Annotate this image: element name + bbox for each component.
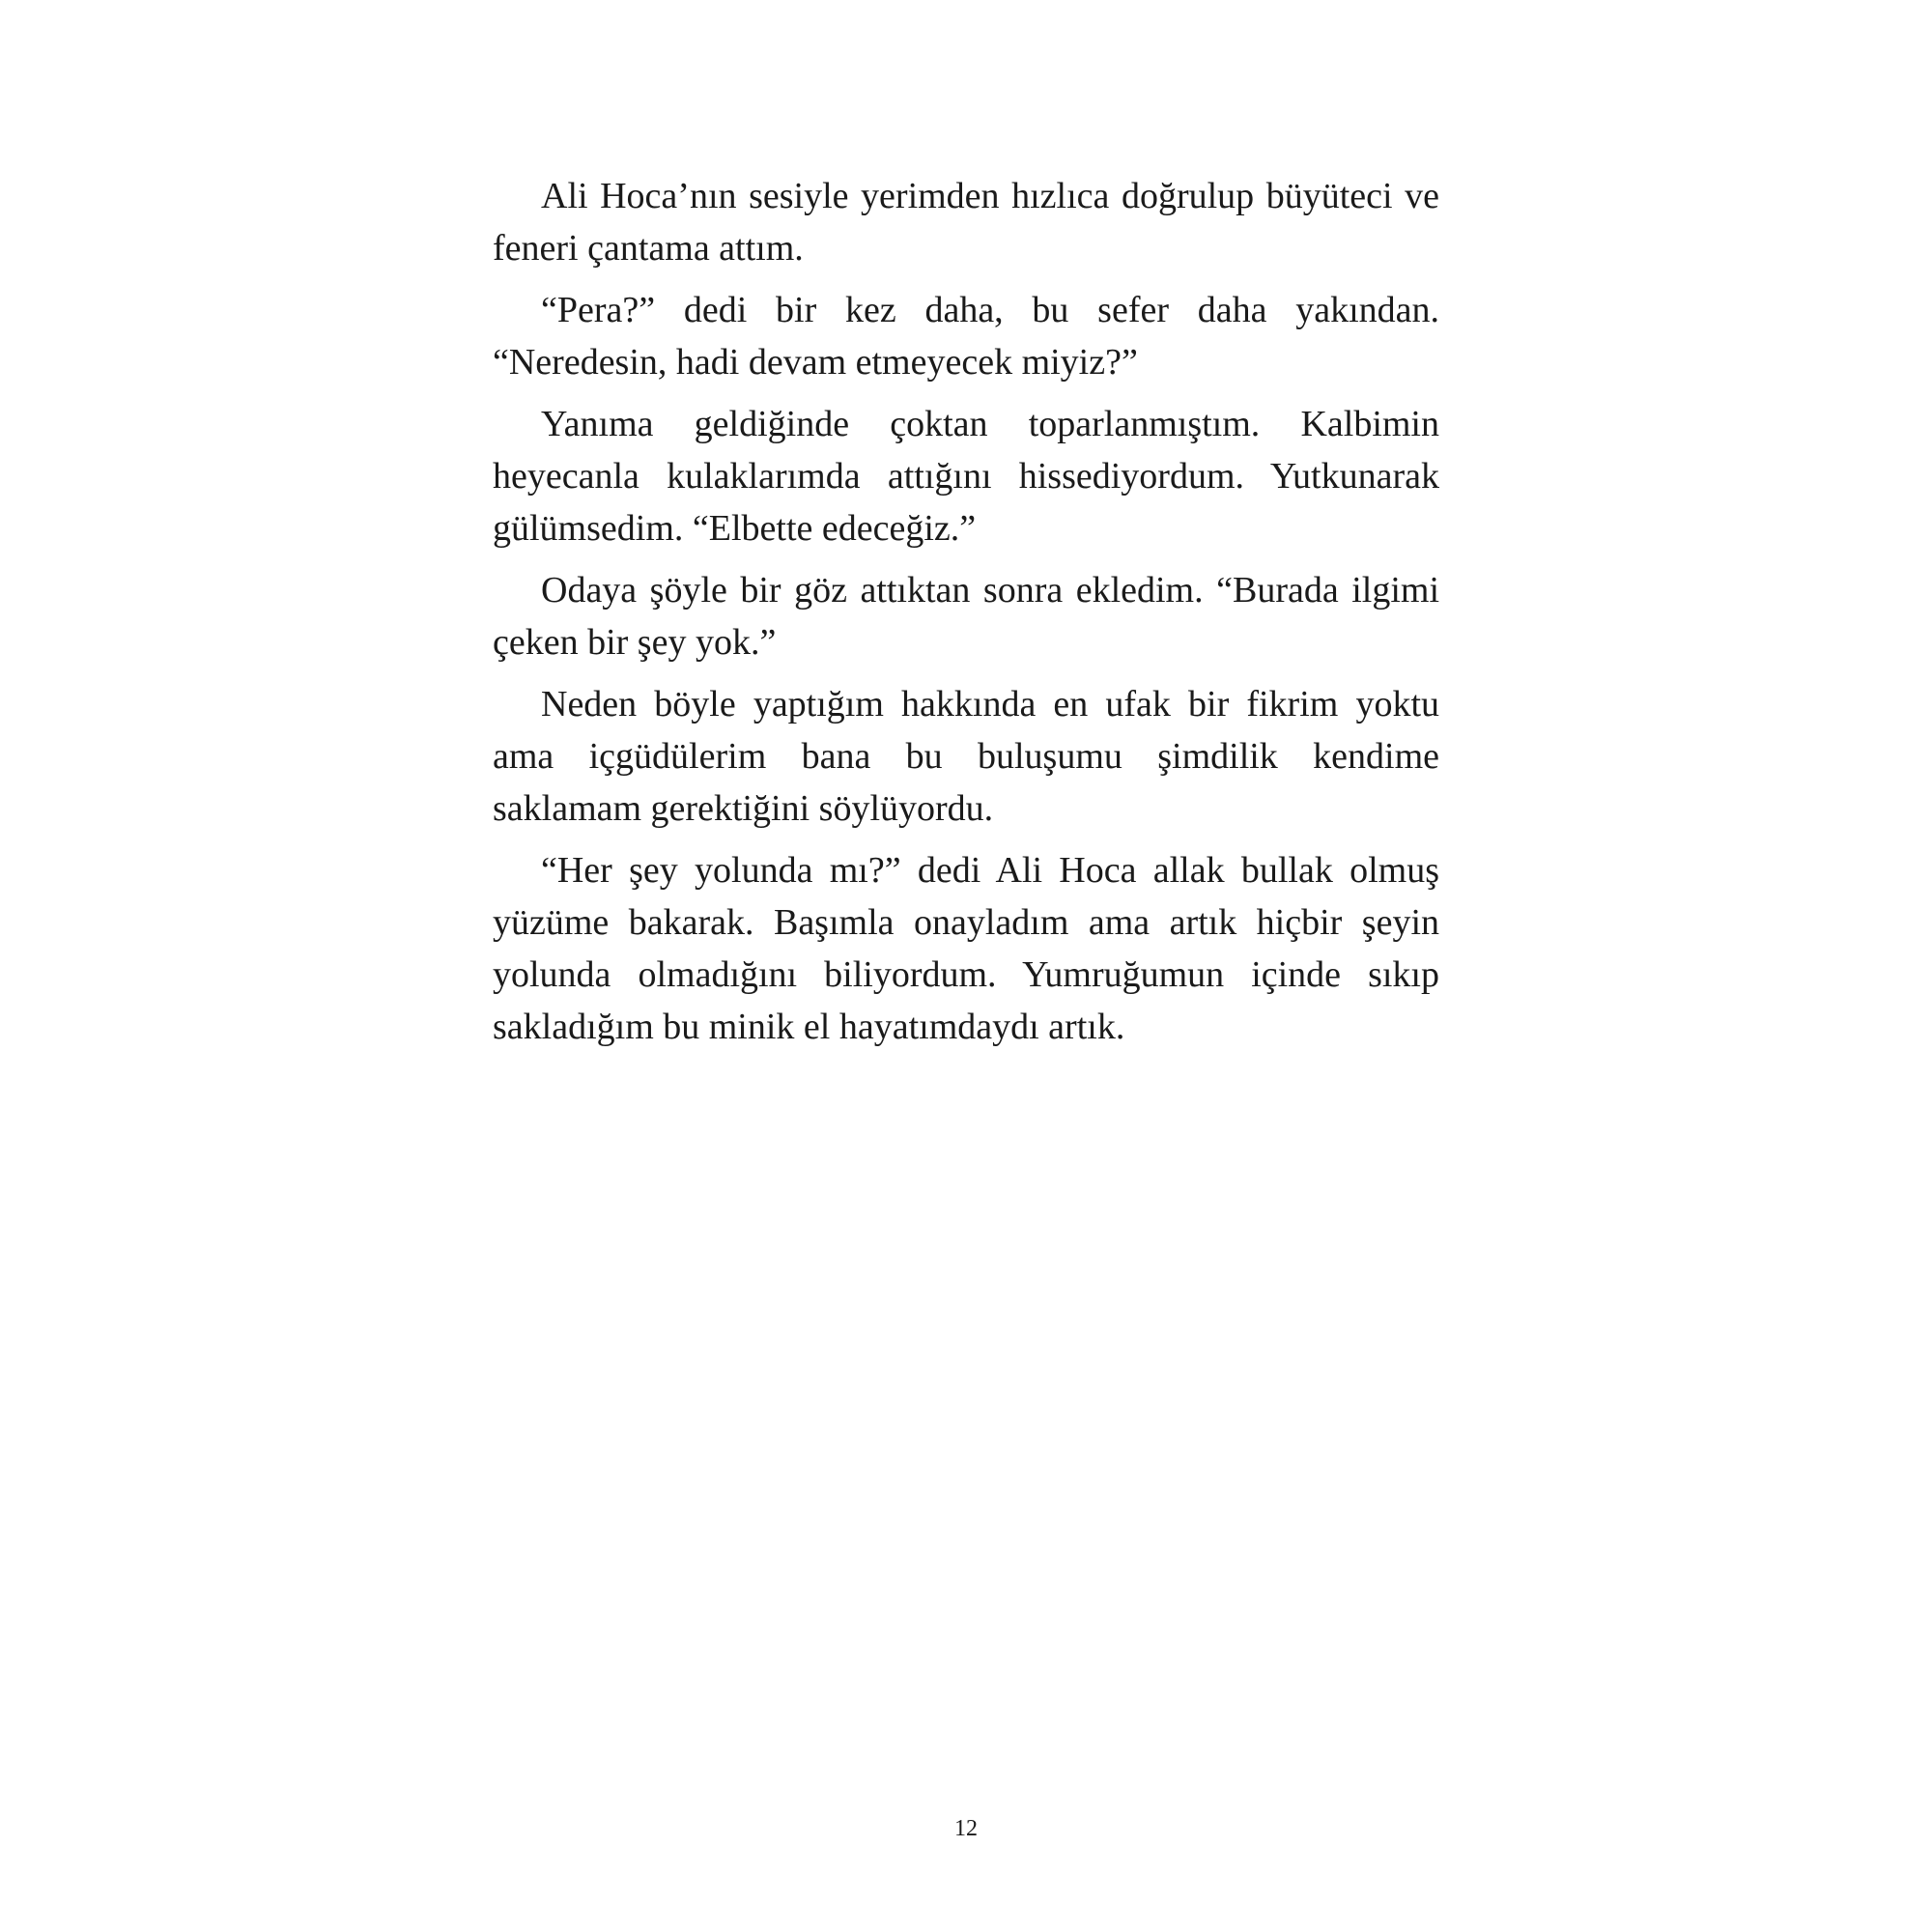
page-number: 12 bbox=[954, 1816, 978, 1841]
paragraph-1: Ali Hoca’nın sesiyle yerimden hızlıca doğrulup büyüteci ve feneri çantama attım. bbox=[493, 176, 1439, 269]
paragraph-5: Neden böyle yaptığım hakkında en ufak bir fikrim yoktu ama içgüdülerim bana bu buluşumu şimdilik kendime saklamam gerektiğini söylüyordu. bbox=[493, 684, 1439, 829]
paragraph-6: “Her şey yolunda mı?” dedi Ali Hoca allak bullak olmuş yüzüme bakarak. Başımla onayladım ama artık hiçbir şeyin yolunda olmadığını biliyordum. Yumruğumun içinde sıkıp sakladığım bu minik el hayatımdaydı artık. bbox=[493, 850, 1439, 1047]
paragraph-3: Yanıma geldiğinde çoktan toparlanmıştım. Kalbimin heyecanla kulaklarımda attığını hissediyordum. Yutkunarak gülümsedim. “Elbette edeceğiz.” bbox=[493, 404, 1439, 549]
body-text bbox=[493, 170, 1439, 1063]
paragraph-2: “Pera?” dedi bir kez daha, bu sefer daha yakından. “Neredesin, hadi devam etmeyecek miyiz?” bbox=[493, 290, 1439, 383]
paragraph-4: Odaya şöyle bir göz attıktan sonra ekledim. “Burada ilgimi çeken bir şey yok.” bbox=[493, 570, 1439, 663]
